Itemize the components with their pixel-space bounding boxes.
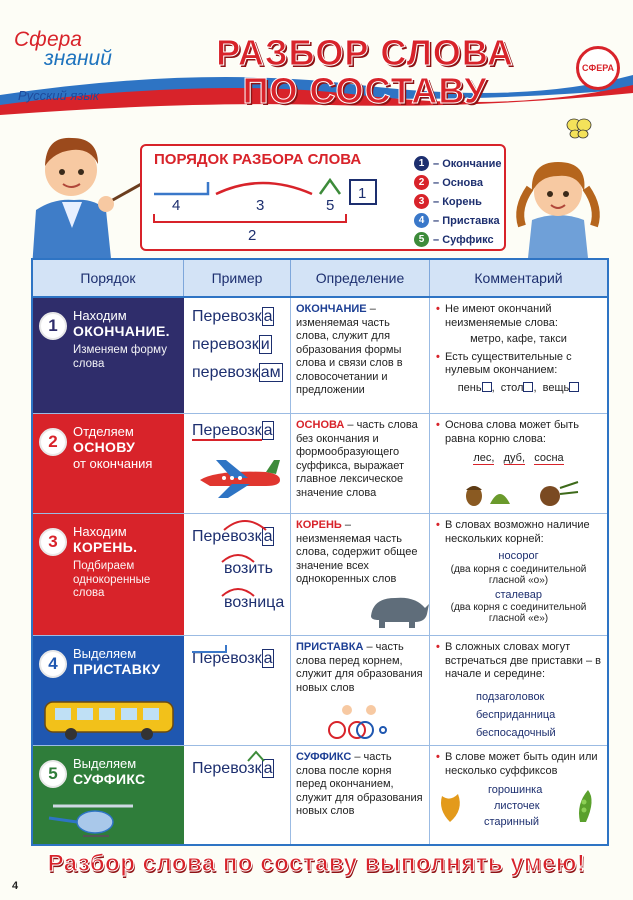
- bus-icon: [43, 696, 177, 740]
- prefix-mark: [190, 644, 230, 654]
- legend-item: 4 – Приставка: [414, 211, 506, 230]
- compound-note: (два корня с соединительной гласной «о»): [450, 563, 587, 586]
- compound-note: (два корня с соединительной гласной «е»): [450, 602, 587, 624]
- word-ending: а: [263, 422, 273, 439]
- step-verb: Находим: [73, 308, 127, 323]
- legend-label: Основа: [442, 176, 483, 189]
- scheme-n1: 1: [358, 185, 367, 202]
- step-number: 4: [39, 650, 67, 678]
- subject-label: Русский язык: [18, 88, 100, 103]
- word-stem: перевозк: [192, 336, 259, 353]
- step-hint: от окончания: [73, 456, 153, 471]
- word-ending: а: [263, 650, 273, 667]
- suffix-mark: [246, 750, 266, 762]
- table-row: [33, 746, 607, 844]
- publisher-badge: [576, 46, 620, 90]
- step-text: [73, 756, 181, 788]
- step-cell: [33, 746, 184, 844]
- page-title-line2: ПО СОСТАВУ: [242, 70, 488, 111]
- definition-cell: [291, 636, 430, 745]
- step-number: 3: [39, 528, 67, 556]
- table-row: [33, 514, 607, 636]
- brand-line1: Сфера: [14, 28, 82, 51]
- step-verb: Выделяем: [73, 756, 137, 771]
- legend-item: 5 – Суффикс: [414, 230, 506, 249]
- word-ending: ам: [260, 364, 281, 381]
- cyclists-icon: [327, 702, 387, 740]
- example-cell: [184, 746, 291, 844]
- word-stem: Перевозк: [192, 422, 262, 439]
- legend-num: 1: [414, 156, 429, 171]
- table-row: [33, 298, 607, 414]
- definition-text: – неизменяемая часть слова, содержит общее значение всех однокоренных слов: [296, 519, 418, 585]
- zero-ending-word: стол: [500, 381, 524, 394]
- header-example: Пример: [184, 260, 291, 296]
- legend-item: 3 – Корень: [414, 192, 506, 211]
- definition-text: – изменяемая часть слова, служит для образования формы слова и связи слов в словосочетании и предложении: [296, 303, 403, 396]
- example-word: беспосадочный: [476, 726, 556, 739]
- comment-cell: [430, 636, 607, 745]
- step-cell: [33, 298, 184, 413]
- comment-text: • Основа слова может быть равна корню слова:: [436, 419, 601, 446]
- root-equal-examples: [436, 452, 601, 466]
- example-word: листочек: [494, 800, 540, 812]
- comment-text: • В словах возможно наличие нескольких корней:: [436, 519, 601, 546]
- root-arc-mark: [220, 552, 256, 564]
- scheme-n5: 5: [326, 197, 335, 214]
- example-word: лес,: [473, 452, 495, 464]
- pea-pod-icon: [574, 786, 600, 826]
- step-text: [73, 524, 181, 601]
- step-number: 1: [39, 312, 67, 340]
- helicopter-icon: [43, 800, 143, 840]
- step-target: ПРИСТАВКУ: [73, 661, 161, 677]
- badge-text: СФЕРА: [582, 63, 614, 73]
- word-ending: и: [260, 336, 270, 353]
- table-row: [33, 414, 607, 514]
- step-verb: Находим: [73, 524, 127, 539]
- comment-text: • В слове может быть один или несколько суффиксов: [436, 751, 601, 778]
- publisher-logo: [14, 28, 164, 103]
- legend-label: Приставка: [442, 214, 500, 227]
- morpheme-table: [31, 258, 609, 846]
- definition-cell: [291, 514, 430, 635]
- comment-text: • Не имеют окончаний неизменяемые слова:: [436, 303, 601, 330]
- comment-cell: [430, 746, 607, 844]
- header-definition: Определение: [291, 260, 430, 296]
- step-number: 5: [39, 760, 67, 788]
- example-word: [192, 336, 272, 354]
- step-number: 2: [39, 428, 67, 456]
- root-arc-mark: [220, 586, 256, 598]
- step-cell: [33, 414, 184, 513]
- cognate-word: возить: [224, 560, 273, 577]
- butterfly-icon: [566, 116, 592, 140]
- definition-cell: [291, 298, 430, 413]
- definition-term: ОКОНЧАНИЕ: [296, 303, 367, 315]
- bottom-slogan: Разбор слова по составу выполнять умею!: [47, 850, 586, 877]
- definition-text: – часть слова перед корнем, служит для образования новых слов: [296, 641, 423, 694]
- word-ending: а: [263, 528, 273, 545]
- definition-term: ПРИСТАВКА: [296, 641, 364, 653]
- example-cell: [184, 636, 291, 745]
- zero-ending-word: вещь: [542, 381, 570, 394]
- boy-teacher-illustration: [14, 118, 154, 268]
- example-word: старинный: [484, 816, 539, 828]
- step-verb: Выделяем: [73, 646, 137, 661]
- comment-examples: метро, кафе, такси: [470, 333, 567, 345]
- rhinoceros-icon: [365, 586, 431, 630]
- order-legend: [414, 154, 506, 249]
- example-cell: [184, 298, 291, 413]
- example-word: [192, 364, 283, 382]
- example-word: подзаголовок: [476, 690, 545, 703]
- legend-label: Суффикс: [442, 233, 494, 246]
- step-verb: Отделяем: [73, 424, 134, 439]
- legend-label: Корень: [442, 195, 482, 208]
- parse-order-panel: [140, 144, 506, 251]
- legend-num: 2: [414, 175, 429, 190]
- step-text: [73, 308, 181, 371]
- example-word: [192, 422, 274, 440]
- example-word: горошинка: [488, 784, 543, 796]
- cognate-word: возница: [224, 594, 285, 611]
- definition-text: – часть слова после корня перед окончанием, служит для образования новых слов: [296, 751, 423, 817]
- scheme-n2: 2: [248, 227, 257, 244]
- double-prefix-words: [436, 688, 601, 742]
- legend-item: 1 – Окончание: [414, 154, 506, 173]
- step-target: СУФФИКС: [73, 771, 146, 787]
- morpheme-scheme-diagram: [150, 176, 380, 248]
- legend-label: Окончание: [442, 157, 502, 170]
- legend-num: 3: [414, 194, 429, 209]
- word-stem: Перевозк: [192, 308, 262, 325]
- step-hint: Подбираем однокоренные слова: [73, 560, 151, 599]
- girl-illustration: [508, 148, 608, 258]
- comment-cell: [430, 298, 607, 413]
- word-stem: перевозк: [192, 364, 259, 381]
- acorn-and-cone-icon: [460, 478, 580, 508]
- step-cell: [33, 636, 184, 745]
- definition-term: КОРЕНЬ: [296, 519, 342, 531]
- step-text: [73, 424, 181, 471]
- word-stem: Перевозк: [192, 528, 262, 545]
- word-stem: Перевозк: [192, 650, 262, 667]
- brand-line2: знаний: [44, 47, 112, 70]
- word-stem: Перевозк: [192, 760, 262, 777]
- word-ending: а: [263, 308, 273, 325]
- example-cell: [184, 414, 291, 513]
- definition-term: ОСНОВА: [296, 419, 345, 431]
- legend-num: 4: [414, 213, 429, 228]
- comment-cell: [430, 514, 607, 635]
- order-panel-title: ПОРЯДОК РАЗБОРА СЛОВА: [154, 151, 362, 168]
- header-order: Порядок: [33, 260, 184, 296]
- step-cell: [33, 514, 184, 635]
- example-word: сосна: [534, 452, 564, 464]
- example-word: [192, 308, 274, 326]
- example-word: бесприданница: [476, 708, 556, 721]
- definition-text: – часть слова без окончания и формообразующего суффикса, выражает главное лексическое значение слова: [296, 419, 418, 499]
- scheme-n3: 3: [256, 197, 265, 214]
- example-word: [192, 760, 274, 778]
- definition-cell: [291, 746, 430, 844]
- header-comment: Комментарий: [474, 270, 563, 286]
- leaf-icon: [436, 790, 464, 824]
- table-row: [33, 636, 607, 746]
- legend-item: 2 – Основа: [414, 173, 506, 192]
- step-target: ОСНОВУ: [73, 439, 136, 455]
- table-header: [33, 260, 607, 298]
- step-target: ОКОНЧАНИЕ.: [73, 323, 170, 339]
- compound-word: носорог: [498, 550, 539, 562]
- page-title-line1: РАЗБОР СЛОВА: [216, 32, 514, 73]
- legend-num: 5: [414, 232, 429, 247]
- comment-text: • В сложных словах могут встречаться две приставки – в начале и середине:: [436, 641, 601, 682]
- step-hint: Изменяем форму слова: [73, 344, 167, 370]
- comment-cell: [430, 414, 607, 513]
- airplane-icon: [196, 456, 282, 500]
- step-text: [73, 646, 181, 678]
- comment-text: • Есть существительные с нулевым окончанием:: [436, 351, 601, 378]
- compound-word: сталевар: [494, 588, 543, 601]
- scheme-n4: 4: [172, 197, 181, 214]
- definition-term: СУФФИКС: [296, 751, 352, 763]
- zero-ending-examples: пень , стол , вещь: [436, 382, 601, 396]
- root-arc-mark: [222, 518, 268, 532]
- word-ending: а: [263, 760, 273, 777]
- definition-cell: [291, 414, 430, 513]
- example-cell: [184, 514, 291, 635]
- step-target: КОРЕНЬ.: [73, 539, 138, 555]
- zero-ending-word: пень: [457, 381, 482, 394]
- page-number: 4: [12, 880, 19, 892]
- example-word: дуб,: [503, 452, 526, 464]
